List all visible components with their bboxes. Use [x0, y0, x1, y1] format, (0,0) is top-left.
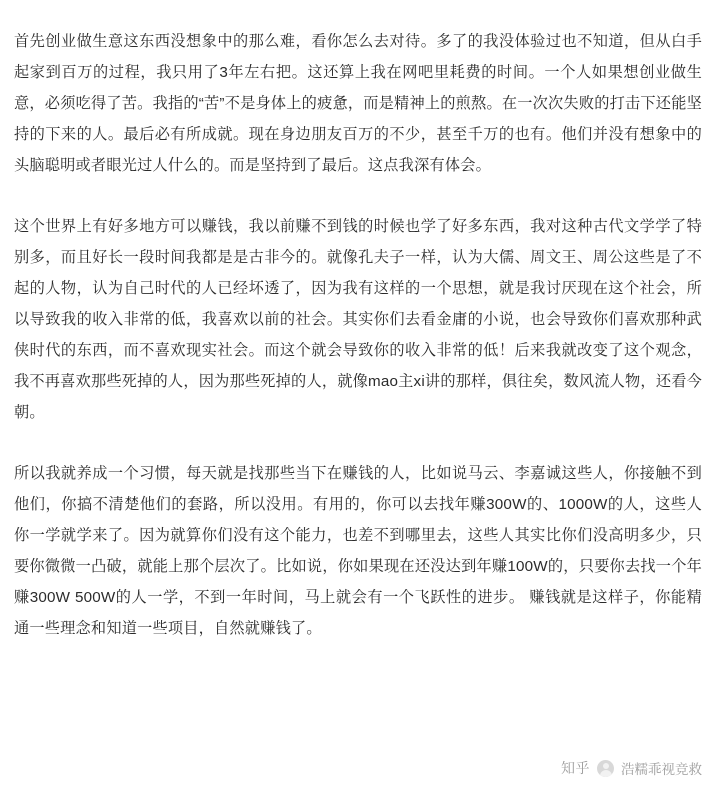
paragraph-2: 这个世界上有好多地方可以赚钱，我以前赚不到钱的时候也学了好多东西，我对这种古代文学学了特别多，而且好长一段时间我都是是古非今的。就像孔夫子一样，认为大儒、周文王、周公这些是了不起的人物，认为自己时代的人已经坏透了，因为我有这样的一个思想，就是我讨厌现在这个社会，所以导致我的收入非常的低，我喜欢以前的社会。其实你们去看金庸的小说，也会导致你们喜欢那种武侠时代的东西，而不喜欢现实社会。而这个就会导致你的收入非常的低！后来我就改变了这个观念，我不再喜欢那些死掉的人，因为那些死掉的人，就像mao主xi讲的那样，俱往矣，数风流人物，还看今朝。 [14, 218, 702, 421]
watermark-footer [561, 758, 702, 778]
zhihu-logo: 知乎 [561, 760, 590, 776]
paragraph-1: 首先创业做生意这东西没想象中的那么难，看你怎么去对待。多了的我没体验过也不知道，但从白手起家到百万的过程，我只用了3年左右把。这还算上我在网吧里耗费的时间。一个人如果想创业做生意，必须吃得了苦。我指的“苦”不是身体上的疲惫，而是精神上的煎熬。在一次次失败的打击下还能坚持的下来的人。最后必有所成就。现在身边朋友百万的不少，甚至千万的也有。他们并没有想象中的头脑聪明或者眼光过人什么的。而是坚持到了最后。这点我深有体会。 [14, 33, 702, 174]
paragraph-3: 所以我就养成一个习惯，每天就是找那些当下在赚钱的人，比如说马云、李嘉诚这些人，你接触不到他们，你搞不清楚他们的套路，所以没用。有用的，你可以去找年赚300W的、1000W的人，这些人你一学就学来了。因为就算你们没有这个能力，也差不到哪里去，这些人其实比你们没高明多少，只要你微微一凸破，就能上那个层次了。比如说，你如果现在还没达到年赚100W的，只要你去找一个年赚300W 500W的人一学，不到一年时间，马上就会有一个飞跃性的进步。 赚钱就是这样子，你能精通一些理念和知道一些项目，自然就赚钱了。 [14, 465, 702, 637]
avatar [597, 760, 614, 777]
author-name: 浩糯乖视竞救 [621, 762, 702, 777]
